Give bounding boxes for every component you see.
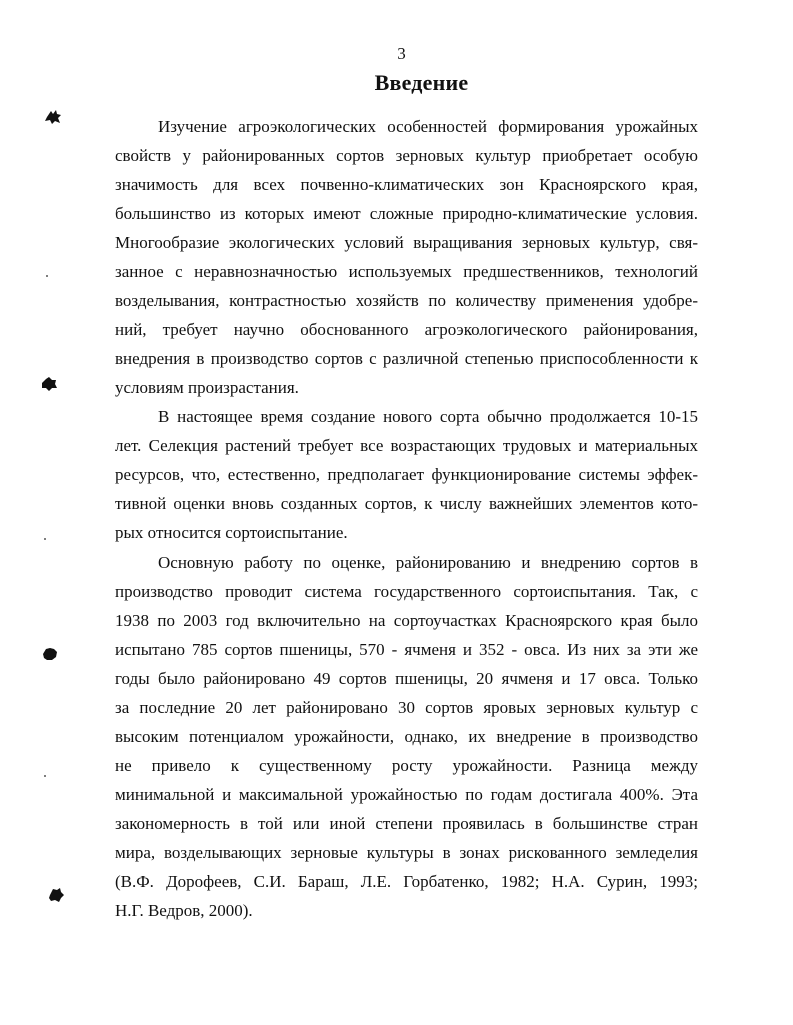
text-line: тивной оценки вновь созданных сортов, к числу важнейших элементов кото-	[115, 494, 698, 513]
text-line: годы было районировано 49 сортов пшеницы, 20 ячменя и 17 овса. Только	[115, 669, 698, 688]
text-line: не привело к существенному росту урожайности. Разница между	[115, 756, 698, 775]
text-line: (В.Ф. Дорофеев, С.И. Бараш, Л.Е. Горбатенко, 1982; Н.А. Сурин, 1993;	[115, 872, 698, 891]
text-line: внедрения в производство сортов с различной степенью приспособленности к	[115, 349, 698, 368]
margin-speck	[44, 538, 46, 540]
ink-blot-icon	[44, 109, 62, 125]
text-line: Н.Г. Ведров, 2000).	[115, 901, 253, 920]
text-line: лет. Селекция растений требует все возрастающих трудовых и материальных	[115, 436, 698, 455]
text-line: рых относится сортоиспытание.	[115, 523, 348, 542]
text-line: Изучение агроэкологических особенностей формирования урожайных	[158, 117, 698, 136]
margin-speck	[44, 775, 46, 777]
text-line: ний, требует научно обоснованного агроэкологического районирования,	[115, 320, 698, 339]
text-line: за последние 20 лет районировано 30 сортов яровых зерновых культур с	[115, 698, 698, 717]
ink-blot-icon	[47, 887, 65, 903]
text-line: ресурсов, что, естественно, предполагает функционирование системы эффек-	[115, 465, 698, 484]
text-line: закономерность в той или иной степени проявилась в большинстве стран	[115, 814, 698, 833]
page-number: 3	[397, 44, 406, 63]
ink-blot-icon	[40, 376, 58, 392]
margin-speck	[46, 275, 48, 277]
text-line: производство проводит система государственного сортоиспытания. Так, с	[115, 582, 698, 601]
text-line: условиям произрастания.	[115, 378, 299, 397]
text-line: Основную работу по оценке, районированию и внедрению сортов в	[158, 553, 698, 572]
ink-blot-icon	[41, 646, 59, 662]
text-line: испытано 785 сортов пшеницы, 570 - ячменя и 352 - овса. Из них за эти же	[115, 640, 698, 659]
text-line: минимальной и максимальной урожайностью по годам достигала 400%. Эта	[115, 785, 698, 804]
text-line: В настоящее время создание нового сорта обычно продолжается 10-15	[158, 407, 698, 426]
page-title: Введение	[374, 70, 469, 95]
text-line: возделывания, контрастностью хозяйств по количеству применения удобре-	[115, 291, 698, 310]
text-line: занное с неравнозначностью используемых предшественников, технологий	[115, 262, 698, 281]
text-line: Многообразие экологических условий выращивания зерновых культур, свя-	[115, 233, 698, 252]
text-line: свойств у районированных сортов зерновых культур приобретает особую	[115, 146, 698, 165]
text-line: высоким потенциалом урожайности, однако, их внедрение в производство	[115, 727, 698, 746]
text-line: 1938 по 2003 год включительно на сортоучастках Красноярского края было	[115, 611, 698, 630]
text-line: мира, возделывающих зерновые культуры в зонах рискованного земледелия	[115, 843, 698, 862]
text-line: большинство из которых имеют сложные природно-климатические условия.	[115, 204, 698, 223]
text-line: значимость для всех почвенно-климатических зон Красноярского края,	[115, 175, 698, 194]
